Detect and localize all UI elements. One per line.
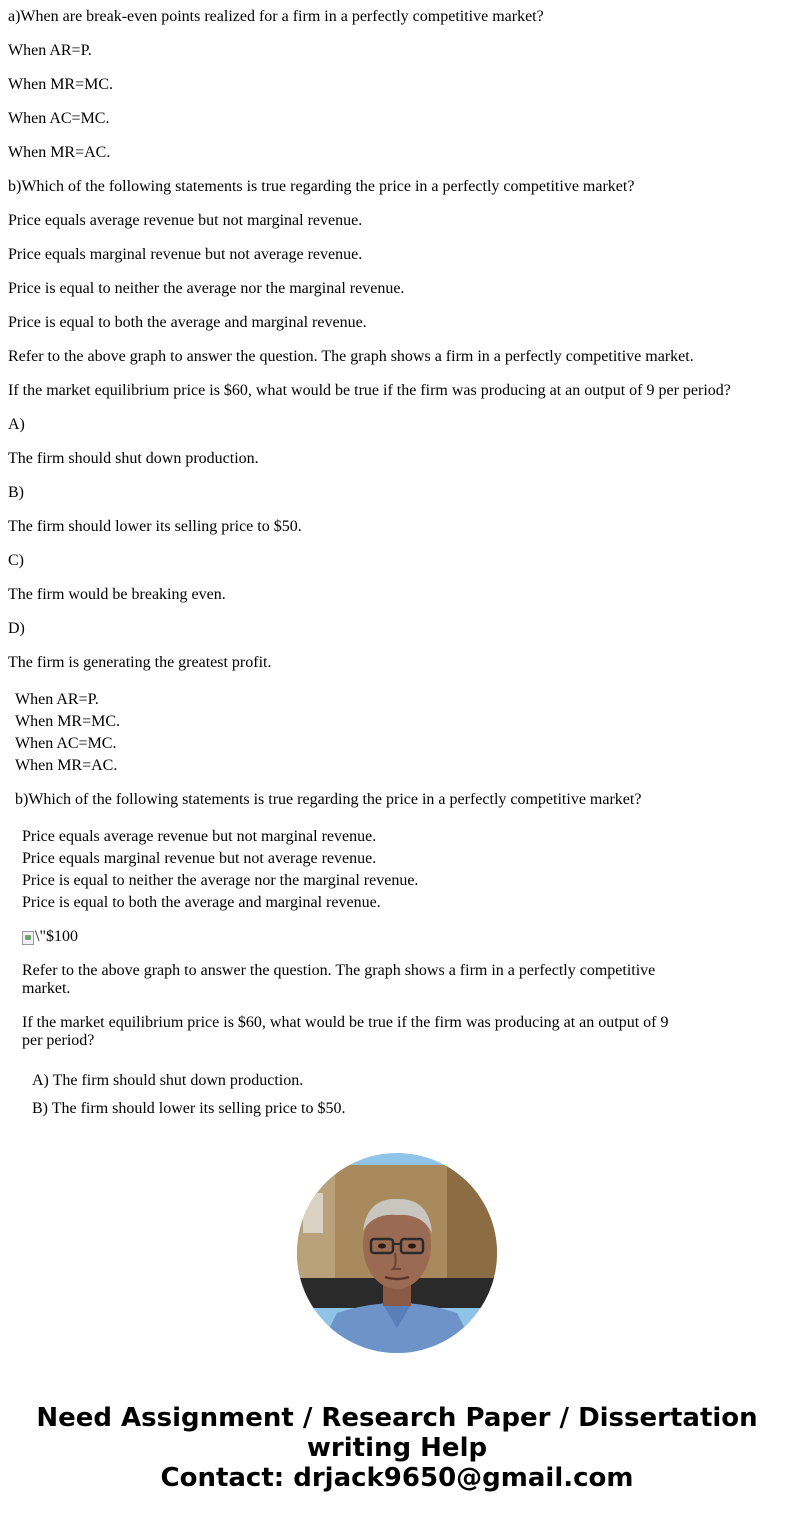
choice2-a: A) The firm should shut down production. — [32, 1072, 304, 1089]
footer-line-2: writing Help — [306, 1433, 488, 1463]
option-b-3: Price is equal to neither the average nor the marginal revenue. — [8, 280, 405, 297]
option2-b-2: Price equals marginal revenue but not average revenue. — [22, 850, 377, 867]
footer-line-1: Need Assignment / Research Paper / Dissertation — [36, 1403, 758, 1433]
choice-text-b: The firm should lower its selling price to $50. — [8, 518, 302, 535]
question-a: a)When are break-even points realized for a firm in a perfectly competitive market? — [8, 8, 544, 25]
choice-text-d: The firm is generating the greatest profit. — [8, 654, 272, 671]
option-a-2: When MR=MC. — [8, 76, 114, 93]
option2-b-4: Price is equal to both the average and marginal revenue. — [22, 894, 381, 911]
option-a-3: When AC=MC. — [8, 110, 110, 127]
option2-a-4: When MR=AC. — [15, 757, 118, 774]
graph-image-alt-text: \"$100 — [35, 928, 78, 945]
choice-letter-d: D) — [8, 620, 25, 637]
question2-c: If the market equilibrium price is $60, what would be true if the firm was producing at an output of 9 per period? — [22, 1014, 669, 1049]
option-a-4: When MR=AC. — [8, 144, 111, 161]
avatar-photo — [297, 1153, 497, 1353]
choice2-b: B) The firm should lower its selling price to $50. — [32, 1100, 346, 1117]
option2-a-3: When AC=MC. — [15, 735, 117, 752]
choice-letter-c: C) — [8, 552, 24, 569]
broken-graph-image — [22, 928, 78, 946]
footer-contact: Contact: drjack9650@gmail.com — [160, 1463, 634, 1493]
option-b-2: Price equals marginal revenue but not average revenue. — [8, 246, 363, 263]
choice-letter-b: B) — [8, 484, 24, 501]
choice-text-a: The firm should shut down production. — [8, 450, 259, 467]
avatar — [297, 1153, 497, 1353]
option2-a-2: When MR=MC. — [15, 713, 121, 730]
option-b-1: Price equals average revenue but not marginal revenue. — [8, 212, 363, 229]
option2-b-3: Price is equal to neither the average nor the marginal revenue. — [22, 872, 419, 889]
question-b: b)Which of the following statements is true regarding the price in a perfectly competitive market? — [8, 178, 635, 195]
option2-b-1: Price equals average revenue but not marginal revenue. — [22, 828, 377, 845]
graph-reference-2: Refer to the above graph to answer the question. The graph shows a firm in a perfectly competitive market. — [22, 962, 656, 997]
question2-b: b)Which of the following statements is true regarding the price in a perfectly competitive market? — [15, 791, 642, 808]
choice-text-c: The firm would be breaking even. — [8, 586, 226, 603]
broken-image-icon — [22, 931, 34, 945]
question-c: If the market equilibrium price is $60, what would be true if the firm was producing at an output of 9 per period? — [8, 382, 731, 399]
choice-letter-a: A) — [8, 416, 25, 433]
option-a-1: When AR=P. — [8, 42, 92, 59]
option-b-4: Price is equal to both the average and marginal revenue. — [8, 314, 367, 331]
graph-reference: Refer to the above graph to answer the question. The graph shows a firm in a perfectly competitive market. — [8, 348, 694, 365]
footer-promo — [0, 1403, 794, 1493]
option2-a-1: When AR=P. — [15, 691, 99, 708]
